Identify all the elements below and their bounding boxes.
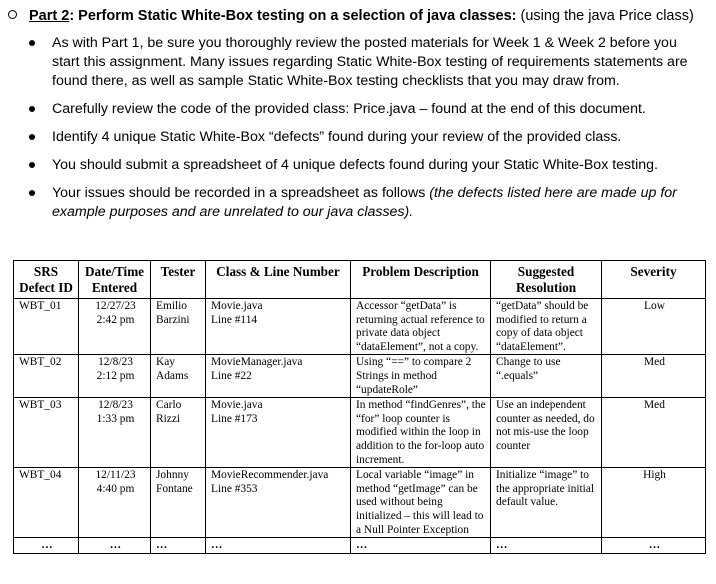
- tester-first-name: Emilio: [156, 300, 188, 312]
- tester-last-name: Rizzi: [156, 412, 181, 425]
- list-item: [24, 100, 704, 119]
- header-tester: Tester: [151, 261, 206, 299]
- bullet-dot-icon: [29, 134, 35, 140]
- defects-table: [13, 260, 706, 554]
- table-row: [14, 299, 706, 355]
- cell-date: 12/8/23: [98, 356, 133, 369]
- cell-problem: Accessor “getData” is returning actual reference to private data object “dataElement”, not a copy.: [351, 299, 491, 355]
- line-number: Line #114: [211, 313, 258, 326]
- cell-time: 2:42 pm: [96, 313, 135, 326]
- table-row: [14, 468, 706, 538]
- cell-problem: Local variable “image” in method “getImage” can be used without being initialized – this will lead to a Null Pointer Exception: [351, 468, 491, 538]
- list-item: [24, 156, 704, 175]
- table-row: [14, 398, 706, 468]
- line-number: Line #173: [211, 412, 258, 425]
- cell-severity: Med: [602, 398, 706, 468]
- header-defect-id: SRS Defect ID: [14, 261, 79, 299]
- cell-class-line: [206, 355, 351, 398]
- cell-tester: [151, 355, 206, 398]
- tester-last-name: Barzini: [156, 313, 190, 326]
- class-name: MovieRecommender.java: [211, 469, 329, 482]
- header-date-time: Date/Time Entered: [79, 261, 151, 299]
- cell-severity: High: [602, 468, 706, 538]
- cell-date-time: [79, 299, 151, 355]
- cell-tester: [151, 468, 206, 538]
- cell-class-line: [206, 468, 351, 538]
- list-item-text: Your issues should be recorded in a spreadsheet as follows: [52, 185, 430, 201]
- cell-problem: Using “==” to compare 2 Strings in method “updateRole”: [351, 355, 491, 398]
- cell-time: 2:12 pm: [96, 369, 135, 382]
- cell-class-line: [206, 299, 351, 355]
- header-resolution: Suggested Resolution: [491, 261, 602, 299]
- class-name: MovieManager.java: [211, 356, 303, 369]
- ellipsis-cell: …: [14, 538, 79, 554]
- class-name: Movie.java: [211, 399, 263, 412]
- ellipsis-cell: …: [602, 538, 706, 554]
- cell-resolution: “getData” should be modified to return a copy of data object “dataElement”.: [491, 299, 602, 355]
- list-item-text: As with Part 1, be sure you thoroughly review the posted materials for Week 1 & Week 2 before you start this assignment. Many issues regarding Static White-Box testing of requirements statements are found there, as well as sample Static White-Box testing checklists that you may draw from.: [52, 35, 688, 89]
- bullet-dot-icon: [29, 106, 35, 112]
- table-row: [14, 355, 706, 398]
- list-item-text: You should submit a spreadsheet of 4 unique defects found during your Static White-Box testing.: [52, 157, 658, 173]
- tester-last-name: Adams: [156, 369, 189, 382]
- ellipsis-cell: …: [351, 538, 491, 554]
- tester-first-name: Carlo: [156, 399, 182, 412]
- cell-defect-id: WBT_03: [14, 398, 79, 468]
- header-severity: Severity: [602, 261, 706, 299]
- cell-defect-id: WBT_01: [14, 299, 79, 355]
- cell-date-time: [79, 468, 151, 538]
- cell-tester: [151, 299, 206, 355]
- cell-severity: Low: [602, 299, 706, 355]
- cell-time: 4:40 pm: [96, 482, 135, 495]
- cell-date: 12/27/23: [95, 300, 136, 312]
- ellipsis-cell: …: [151, 538, 206, 554]
- bullet-dot-icon: [29, 190, 35, 196]
- instruction-list: [24, 34, 704, 231]
- cell-class-line: [206, 398, 351, 468]
- line-number: Line #22: [211, 369, 252, 382]
- ellipsis-cell: …: [491, 538, 602, 554]
- bullet-dot-icon: [29, 40, 35, 46]
- line-number: Line #353: [211, 482, 258, 495]
- header-problem: Problem Description: [351, 261, 491, 299]
- ellipsis-cell: …: [206, 538, 351, 554]
- cell-defect-id: WBT_02: [14, 355, 79, 398]
- list-item-text: Carefully review the code of the provided class: Price.java – found at the end of this document.: [52, 101, 646, 117]
- cell-date: 12/8/23: [98, 399, 133, 412]
- list-item: [24, 128, 704, 147]
- cell-time: 1:33 pm: [96, 412, 135, 425]
- part-heading-text: : Perform Static White-Box testing on a selection of java classes:: [69, 8, 517, 24]
- cell-date-time: [79, 355, 151, 398]
- tester-first-name: Johnny: [156, 469, 189, 482]
- ellipsis-cell: …: [79, 538, 151, 554]
- tester-first-name: Kay: [156, 356, 175, 369]
- cell-problem: In method “findGenres”, the “for” loop counter is modified within the loop in addition to the for-loop auto increment.: [351, 398, 491, 468]
- cell-date: 12/11/23: [95, 469, 136, 482]
- bullet-dot-icon: [29, 162, 35, 168]
- list-item: [24, 34, 704, 91]
- table-header-row: [14, 261, 706, 299]
- header-class-line: Class & Line Number: [206, 261, 351, 299]
- tester-last-name: Fontane: [156, 482, 193, 495]
- cell-defect-id: WBT_04: [14, 468, 79, 538]
- hollow-circle-bullet-icon: [8, 10, 17, 19]
- cell-severity: Med: [602, 355, 706, 398]
- part-note: (using the java Price class): [516, 8, 694, 24]
- cell-date-time: [79, 398, 151, 468]
- cell-resolution: Change to use “.equals”: [491, 355, 602, 398]
- table-row-ellipsis: [14, 538, 706, 554]
- list-item-text: Identify 4 unique Static White-Box “defects” found during your review of the provided class.: [52, 129, 622, 145]
- cell-resolution: Use an independent counter as needed, do not mis-use the loop counter: [491, 398, 602, 468]
- class-name: Movie.java: [211, 300, 263, 312]
- cell-tester: [151, 398, 206, 468]
- cell-resolution: Initialize “image” to the appropriate initial default value.: [491, 468, 602, 538]
- list-item: [24, 184, 704, 222]
- list-item-italic-note: (the defects listed here are made up for example purposes and are unrelated to our java classes).: [52, 185, 677, 220]
- part-title: Part 2: [29, 8, 70, 24]
- part-heading: [8, 6, 694, 26]
